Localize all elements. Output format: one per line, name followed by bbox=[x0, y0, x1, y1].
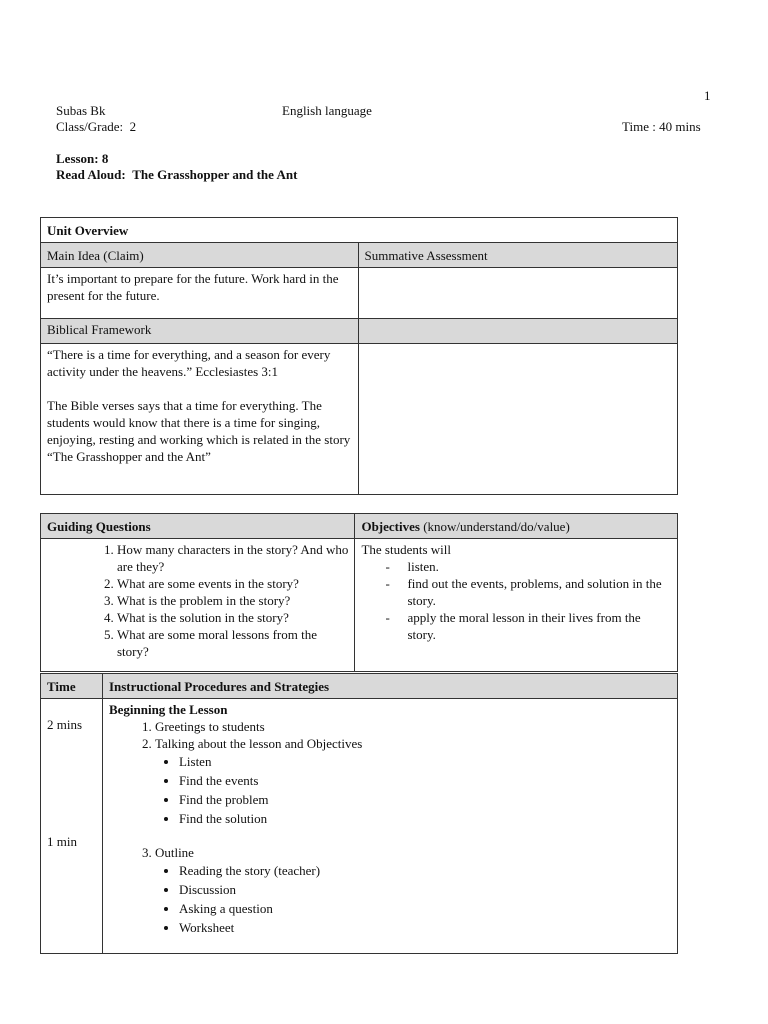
section-title: Beginning the Lesson bbox=[108, 702, 228, 717]
objective-item bbox=[361, 609, 671, 643]
bullet-item: • Discussion bbox=[179, 880, 671, 899]
biblical-framework-empty-2 bbox=[358, 344, 678, 495]
bullet-item: • Asking a question bbox=[179, 899, 671, 918]
bullet-item: • Find the problem bbox=[179, 790, 671, 809]
lesson-time: Time : 40 mins bbox=[622, 119, 701, 134]
lesson-number: Lesson: 8 bbox=[56, 151, 109, 166]
procedures-cell bbox=[102, 699, 677, 954]
summative-assessment-cell bbox=[358, 268, 678, 319]
objective-item bbox=[361, 558, 671, 575]
guiding-question: 1. How many characters in the story? And who are they? bbox=[117, 541, 348, 575]
summative-assessment-label: Summative Assessment bbox=[358, 243, 678, 268]
objectives-heading-suffix: (know/understand/do/value) bbox=[423, 519, 570, 534]
bullet-item: • Worksheet bbox=[179, 918, 671, 937]
guiding-questions-heading: Guiding Questions bbox=[41, 514, 355, 539]
guiding-question: 2. What are some events in the story? bbox=[117, 575, 348, 592]
objectives-heading: Objectives bbox=[361, 519, 420, 534]
procedure-step-text: Talking about the lesson and Objectives bbox=[154, 736, 363, 751]
objective-text: apply the moral lesson in their lives from the story. bbox=[407, 610, 641, 642]
outline-bullets bbox=[155, 861, 671, 937]
procedures-table bbox=[40, 673, 678, 954]
bullet-item: • Find the solution bbox=[179, 809, 671, 828]
page-number: 1 bbox=[704, 88, 711, 103]
dash-bullet-icon: - bbox=[385, 610, 390, 625]
biblical-framework-text bbox=[41, 344, 359, 495]
guiding-question: 3. What is the problem in the story? bbox=[117, 592, 348, 609]
guiding-questions-list bbox=[47, 541, 348, 660]
unit-overview-heading: Unit Overview bbox=[41, 218, 678, 243]
biblical-framework-empty bbox=[358, 319, 678, 344]
time-greetings: 2 mins bbox=[47, 717, 83, 732]
objective-item bbox=[361, 575, 671, 609]
lesson-title bbox=[56, 167, 297, 183]
guiding-questions-table bbox=[40, 513, 678, 672]
time-column-heading: Time bbox=[41, 674, 103, 699]
procedure-step: 1. Greetings to students bbox=[155, 718, 671, 735]
procedure-step-text: Outline bbox=[154, 845, 194, 860]
time-cell bbox=[41, 699, 103, 954]
bullet-item: • Find the events bbox=[179, 771, 671, 790]
guiding-questions-cell bbox=[41, 539, 355, 672]
objective-bullets bbox=[155, 752, 671, 828]
bullet-item: • Reading the story (teacher) bbox=[179, 861, 671, 880]
objective-text: find out the events, problems, and solution in the story. bbox=[407, 576, 662, 608]
objectives-intro: The students will bbox=[361, 542, 452, 557]
objective-text: listen. bbox=[407, 559, 439, 574]
author-name: Subas Bk bbox=[56, 103, 106, 118]
objectives-heading-cell bbox=[355, 514, 678, 539]
unit-overview-table bbox=[40, 217, 678, 495]
class-grade bbox=[56, 119, 136, 135]
procedure-step bbox=[155, 735, 671, 828]
main-idea-label: Main Idea (Claim) bbox=[41, 243, 359, 268]
procedures-heading: Instructional Procedures and Strategies bbox=[102, 674, 677, 699]
biblical-explanation: The Bible verses says that a time for everything. The students would know that there is a time for singing, enjoying, resting and working which is related in the story “The Grasshopper and the Ant” bbox=[47, 398, 351, 464]
objectives-cell bbox=[355, 539, 678, 672]
class-grade-label: Class/Grade: bbox=[56, 119, 124, 134]
procedure-steps bbox=[109, 718, 671, 937]
dash-bullet-icon: - bbox=[385, 559, 390, 574]
biblical-quote: “There is a time for everything, and a season for every activity under the heavens.” Ecclesiastes 3:1 bbox=[47, 347, 331, 379]
biblical-framework-label: Biblical Framework bbox=[41, 319, 359, 344]
time-outline: 1 min bbox=[47, 834, 77, 849]
guiding-question: 4. What is the solution in the story? bbox=[117, 609, 348, 626]
subject-name: English language bbox=[282, 103, 372, 118]
guiding-question: 5. What are some moral lessons from the story? bbox=[117, 626, 348, 660]
bullet-item: • Listen bbox=[179, 752, 671, 771]
class-grade-value: 2 bbox=[129, 119, 137, 134]
main-idea-text: It’s important to prepare for the future. Work hard in the present for the future. bbox=[41, 268, 359, 319]
procedure-step bbox=[155, 844, 671, 937]
lesson-title-text: The Grasshopper and the Ant bbox=[132, 167, 298, 182]
dash-bullet-icon: - bbox=[385, 576, 390, 591]
lesson-title-label: Read Aloud: bbox=[56, 167, 126, 182]
